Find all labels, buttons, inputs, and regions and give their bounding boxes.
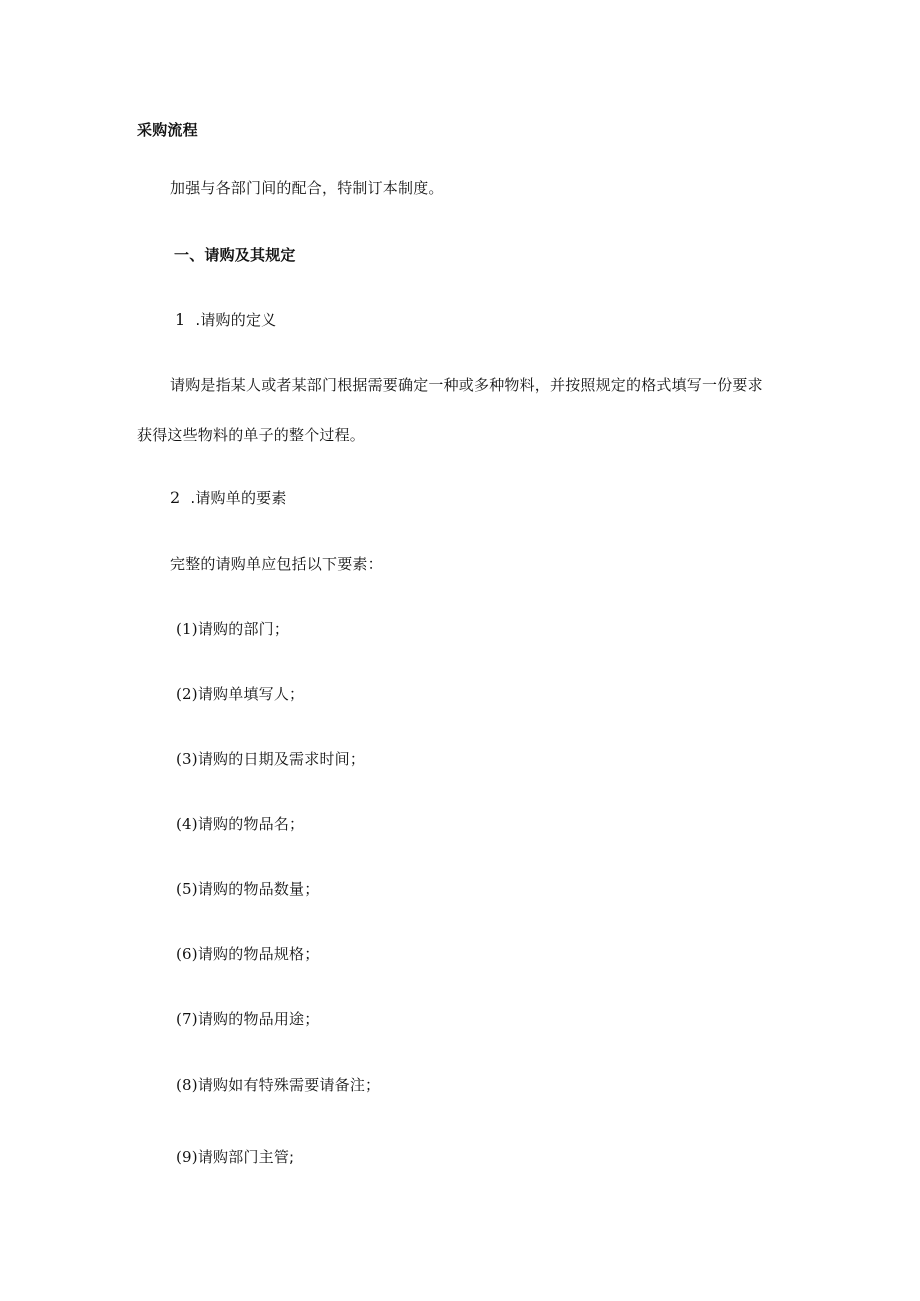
list-item-label: (6) [176,945,198,963]
list-item [176,814,304,834]
subheading-number: 1 [175,310,186,329]
list-item-text: 请购的日期及需求时间； [197,750,366,768]
list-item-label: (8) [176,1076,198,1094]
section-heading: 一、请购及其规定 [174,246,296,264]
list-item [176,619,289,639]
list-item [176,749,365,769]
list-item [176,944,319,964]
list-item-text: 请购单填写人； [197,685,305,703]
list-item [176,1009,319,1029]
subheading-elements [170,488,287,508]
list-item-label: (4) [176,815,198,833]
list-item-text: 请购如有特殊需要请备注； [197,1076,381,1094]
elements-intro: 完整的请购单应包括以下要素： [170,555,383,573]
list-item-text: 请购部门主管; [197,1148,295,1166]
subheading-text: .请购的定义 [195,311,277,329]
list-item-text: 请购的物品用途； [197,1010,320,1028]
list-item-text: 请购的部门； [197,620,290,638]
intro-paragraph: 加强与各部门间的配合，特制订本制度。 [170,179,444,197]
list-item [176,684,304,704]
list-item-label: (5) [176,880,198,898]
document-title: 采购流程 [137,121,198,139]
list-item [176,879,319,899]
subheading-definition [175,310,276,330]
definition-paragraph-line-2: 获得这些物料的单子的整个过程。 [137,426,366,444]
list-item-label: (2) [176,685,198,703]
subheading-text: .请购单的要素 [190,489,287,507]
list-item-text: 请购的物品规格； [197,945,320,963]
list-item-label: (3) [176,750,198,768]
subheading-number: 2 [170,488,181,507]
definition-paragraph-line-1: 请购是指某人或者某部门根据需要确定一种或多种物料，并按照规定的格式填写一份要求 [170,376,763,394]
list-item-text: 请购的物品数量； [197,880,320,898]
list-item-label: (7) [176,1010,198,1028]
list-item [176,1075,380,1095]
list-item-label: (1) [176,620,198,638]
list-item [176,1147,294,1167]
list-item-text: 请购的物品名； [197,815,305,833]
list-item-label: (9) [176,1148,198,1166]
